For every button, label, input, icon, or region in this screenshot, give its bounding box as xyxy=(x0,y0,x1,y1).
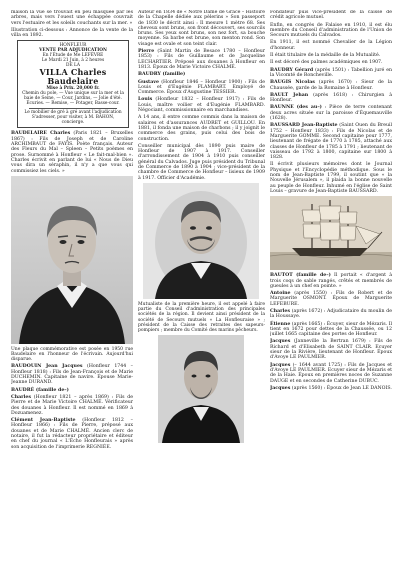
paragraph: maison la vue se trouvait en peu masquée par les arbres, mais vers l'ouest une échappée couvrait vers l'estuaire et les soleils couchants sur la mer. » xyxy=(11,10,133,26)
photo-caption: Mutualiste de la première heure, il est appelé à faire partie du Conseil d'administration des principales sociétés de la région. Il devient ainsi président de la société de Secours mutuels « La Honfleuraise » ; président de la Caisse des retraites des sapeurs-pompiers ; membre du Comité des marins pêcheurs. xyxy=(138,301,265,333)
ship-image xyxy=(270,196,392,270)
entry xyxy=(270,93,392,104)
entry-text: (après 1501) : Tabellion juré en la Vicomté de Roncheville. xyxy=(270,67,392,78)
paragraph: En 1911, il est nommé Chevalier de la Légion d'honneur. xyxy=(270,40,392,51)
entry xyxy=(11,131,133,173)
entry-heading: BAUDELAIRE Charles xyxy=(11,131,71,137)
entry-text: : Pièce de terre contenant deux acres située sur la paroisse d'Équemauville (1628). xyxy=(270,105,392,122)
entry-heading: Jacques xyxy=(270,339,291,345)
entry-heading: Charles xyxy=(270,308,291,314)
notice-line: HONFLEUR xyxy=(59,43,87,49)
paragraph: Illustration ci-dessous : Annonce de la vente de la villa en 1892. xyxy=(11,27,133,39)
entry xyxy=(270,339,392,360)
louis-baudry-portrait-photo xyxy=(143,183,259,299)
notice-title: VILLA Charles Baudelaire xyxy=(39,67,107,87)
baudelaire-portrait-photo xyxy=(11,176,133,344)
notice-line: Mise à Prix. 20,000 fr. xyxy=(46,86,100,92)
portrait-image xyxy=(158,335,244,443)
sale-notice xyxy=(17,40,129,128)
entry-heading: Jacques xyxy=(270,385,291,391)
entry-heading: Jacques xyxy=(270,362,291,368)
entry xyxy=(270,80,392,91)
entry-heading: Charles xyxy=(11,394,32,400)
entry-heading: BAUDRÉ (famille de–) xyxy=(11,387,69,393)
entry-heading: Gustave xyxy=(138,79,159,85)
notice-line: S'adresser, pour visiter, à M. BAHON, concierge. xyxy=(31,115,115,126)
entry-text: (Honfleur 1832 – Honfleur 1917) : Fils de Louis, maître voilier et d'Eugénie FLAMBARD. Négociant, commissionnaire en marchandises. xyxy=(138,97,265,114)
entry xyxy=(270,273,392,289)
entry xyxy=(11,364,133,385)
column-1 xyxy=(11,10,133,559)
paragraph: A 14 ans, il entre comme commis dans la maison de salaires et d'assurances AUDRET et GUILLOU. En 1881, il fonda une maison de charbons ; il y joignit le commerce des grains, puis celui des bois de construction. xyxy=(138,115,265,142)
entry xyxy=(270,309,392,320)
column-2 xyxy=(138,10,265,559)
entry xyxy=(270,322,392,338)
notice-line: Le mobilier de gré à gré avant l'adjudication xyxy=(24,110,122,116)
notice-line: VENTE PAR ADJUDICATION xyxy=(39,48,107,54)
notice-line: Le Mardi 21 Juin, à 2 heures xyxy=(41,58,105,64)
entry xyxy=(270,68,392,79)
entry-text: (après 1550) : Fils de Robert et de Marguerite OSMONT. Époux de Marguerite LEFEBURE. xyxy=(270,291,392,307)
entry xyxy=(270,291,392,307)
entry-heading: BAUSSARD Jean-Baptiste xyxy=(270,123,338,129)
entry-text: (après 1560) : Époux de Jean LE DANOIS. xyxy=(291,385,392,391)
entry-text: (Honfleur 1812 – Honfleur 1866) : Fils de Pierre, préposé aux douanes et de Marie CHALMÉ. Ancien clerc de notaire, il fut la rédacteur propriétaire et éditeur en chef du journal « L'Écho Honfleurais » après son acquisition de l'imprimerie REGNIÉE. xyxy=(11,418,133,450)
entry-text: (– 1644 avant 1725) : Fils de Jacques et d'Avoye LE PAULMIER. Ecuyer sieur de Mézaris et de la Haie. Époux en premières noces de Suzanne DAUGE et en secondes de Catherine DUBUC. xyxy=(270,362,392,384)
entry-text: (après 1665) : Écuyer, sieur de Mézaris. Il tient en 1672 pour dettes de la Chaussée, ou 12 juillet 1665 capitaine des portes de Honfleur. xyxy=(270,321,392,338)
entry-heading: BAUDRY Gérard xyxy=(270,67,314,73)
entry-heading: BAULT Jehan xyxy=(270,92,309,98)
portrait-image xyxy=(143,183,259,299)
paragraph: Enfin, en congrès de Falaise en 1910, il est élu membre du Conseil d'administration de l'Union de Secours mutuels du Calvados. xyxy=(270,22,392,39)
paragraph: Fondateur puis vice-président de la caisse de crédit agricole mutuel. xyxy=(270,10,392,21)
entry xyxy=(270,123,392,160)
notice-line: Chemin du pole, — Vue unique sur la mer et la baie de Seine, — Cour, Jardins, — Jolie d'été. xyxy=(22,91,124,102)
photo-caption: Une plaque commémorative est posée en 1950 rue Baudelaire en l'honneur de l'écrivain. Aujourd'hui disparue. xyxy=(11,346,133,363)
entry-text: (Honfleur 1846 – Honfleur 1900) : Fils de Louis et d'Eugénie FLAMBART. Employé de Commerce. Époux d'Augustine TESSIER. xyxy=(138,79,265,96)
entry-text: (Honfleur 1821 – après 1869) : Fils de Pierre et de Marie Victoire CHALMÉ. Vérificateur des douanes à Honfleur. Il est nommé en 1869 à Dozuamenez. xyxy=(11,394,133,416)
entry xyxy=(138,80,265,96)
entry-heading: Clément Jean-Baptiste xyxy=(11,418,76,424)
entry-heading: BAUGIS Nicolas xyxy=(270,80,315,86)
entry-heading: Pierre xyxy=(138,49,155,55)
entry-text: (Paris 1821 – Bruxelles 1867) : Fils de Joseph et de Caroline ARCHIMBAUT de FAYIS. Poète français. Auteur des Fleurs du Mal – Spleen – Petits poèmes en prose. Surnommé à Honfleur « Le fait-mal-bien ». Charles écrivit en parlant de lui « Nous de Dieu vous dira un séraphin, il n'y a que vous qui commissiez les ciels. » xyxy=(11,131,133,174)
entry-heading: Louis xyxy=(138,97,153,103)
entry-heading: BAUDOUIN Jean Jacques xyxy=(11,364,83,370)
notice-line: DE LA xyxy=(66,63,80,69)
entry xyxy=(11,395,133,416)
column-3 xyxy=(270,10,392,559)
entry-heading: Étienne xyxy=(270,321,291,327)
paragraph: Il est décoré des palmes académiques en 1907. xyxy=(270,60,383,66)
entry xyxy=(270,363,392,384)
entry-heading: BAUTOT (famille de–) xyxy=(270,273,331,279)
ship-engraving-image xyxy=(270,196,392,270)
entry-heading: Antoine xyxy=(270,291,291,297)
entry-text: (après 1672) : Adjudicataire du moulin de la Houssaye. xyxy=(270,308,392,320)
entry-text: (Honfleur 1744 – Honfleur 1818) : Fils de Jean-François et de Marie DUCHEMIN. Capitaine de navire. Épouse Marie-Jeanne DURAND. xyxy=(11,364,133,386)
paragraph: Auteur en 1834 de « Notre Dame de Grâce – Histoire de la Chapelle dédiée aux pèlerins » Son passeport de 1830 le décrit ainsi : Il mesure 1 mètre 68. Ses cheveux sont bruns, son front découvert, ses sourcils bruns. Ses yeux sont bruns, son nez fort, sa bouche moyenne. Sa barbe est brune, son menton rond. Son visage est ovale et son teint clair. xyxy=(138,10,265,47)
paragraph: Il écrivit plusieurs mémoires dont le Journal Physique et l'Encyclopédie méthodique. Sous le nom de Jean-Baptiste 1799, il soutint que « la Nouvelle Jérusalem », il plaida la bonne nouvelle au peuple de Honfleur. Inhumé en l'église de Saint Louis – gravure de Jean-Baptiste BAUSSARD. xyxy=(270,162,392,194)
entry xyxy=(138,49,265,70)
paragraph: Il était titulaire de la médaille de la Mutualité. xyxy=(270,53,381,59)
entry-text: (après 1618) : Chirurgien à Honfleur. xyxy=(270,92,392,104)
entry-text: (Saint Ouen du Breuil 1752 – Honfleur 1833) : Fils de Nicolas et de Marguerite GOMME. Second capitaine pour 1777, lieutenant de frégate de 1770 à 1785, attaché aux classes de Honfleur de 1785 à 1791 ; lieutenant de vaisseau de 1792 à 1800, capitaine sur 1800 à 1828. xyxy=(270,123,392,161)
baudry-bust-photo xyxy=(158,335,244,443)
paragraph: Conseiller municipal dès 1890 puis maire de Honfleur de 1907 à 1917. Conseiller d'arrondissement de 1904 à 1910 puis conseiller général du Calvados. Juge puis président du Tribunal de Commerce de 1890 à 1904 ; vice-président de la chambre de Commerce de Honfleur – lisieux de 1909 à 1917. Officier d'Académie. xyxy=(138,143,265,181)
entry-heading: BAUNNE (des au–) xyxy=(270,105,322,111)
entry xyxy=(270,386,392,391)
notice-line: Écuries. — Remise, — Potager, Basse-cour. xyxy=(26,101,120,107)
notice-divider xyxy=(29,108,117,109)
entry xyxy=(11,418,133,450)
entry xyxy=(270,105,392,121)
entry-text: (Janneville la Bertran 1679) : Fils de Richard et d'Elisabeth de SAINT CLAIR. Ecuyer sieur de la Rivière, lieutenant de Honfleur. Époux d'Avoye LE PAULMIER. xyxy=(270,339,392,361)
entry xyxy=(138,97,265,113)
entry-heading: BAUDRY (famille) xyxy=(138,72,186,78)
entry-text: (après 1670) : Sieur de la Chaussée, garde de la Romaine à Honfleur. xyxy=(270,80,392,91)
entry-text: (Saint Martin de Besace 1780 – Honfleur 1853) : Fils de Guillaume et de Jacqueline LECHARTIER. Préposé aux douanes à Honfleur en 1813. Époux de Marie Victoire CHALMÉ. xyxy=(138,49,265,70)
notice-line: En l'Étude de Me LEFÈVRE xyxy=(42,53,104,59)
portrait-image xyxy=(11,176,133,344)
entry-text: Il portait « d'argent à trois coqs de sable rangés, crêtés et membrés de gueules à un chef en pointe. » xyxy=(270,273,392,289)
